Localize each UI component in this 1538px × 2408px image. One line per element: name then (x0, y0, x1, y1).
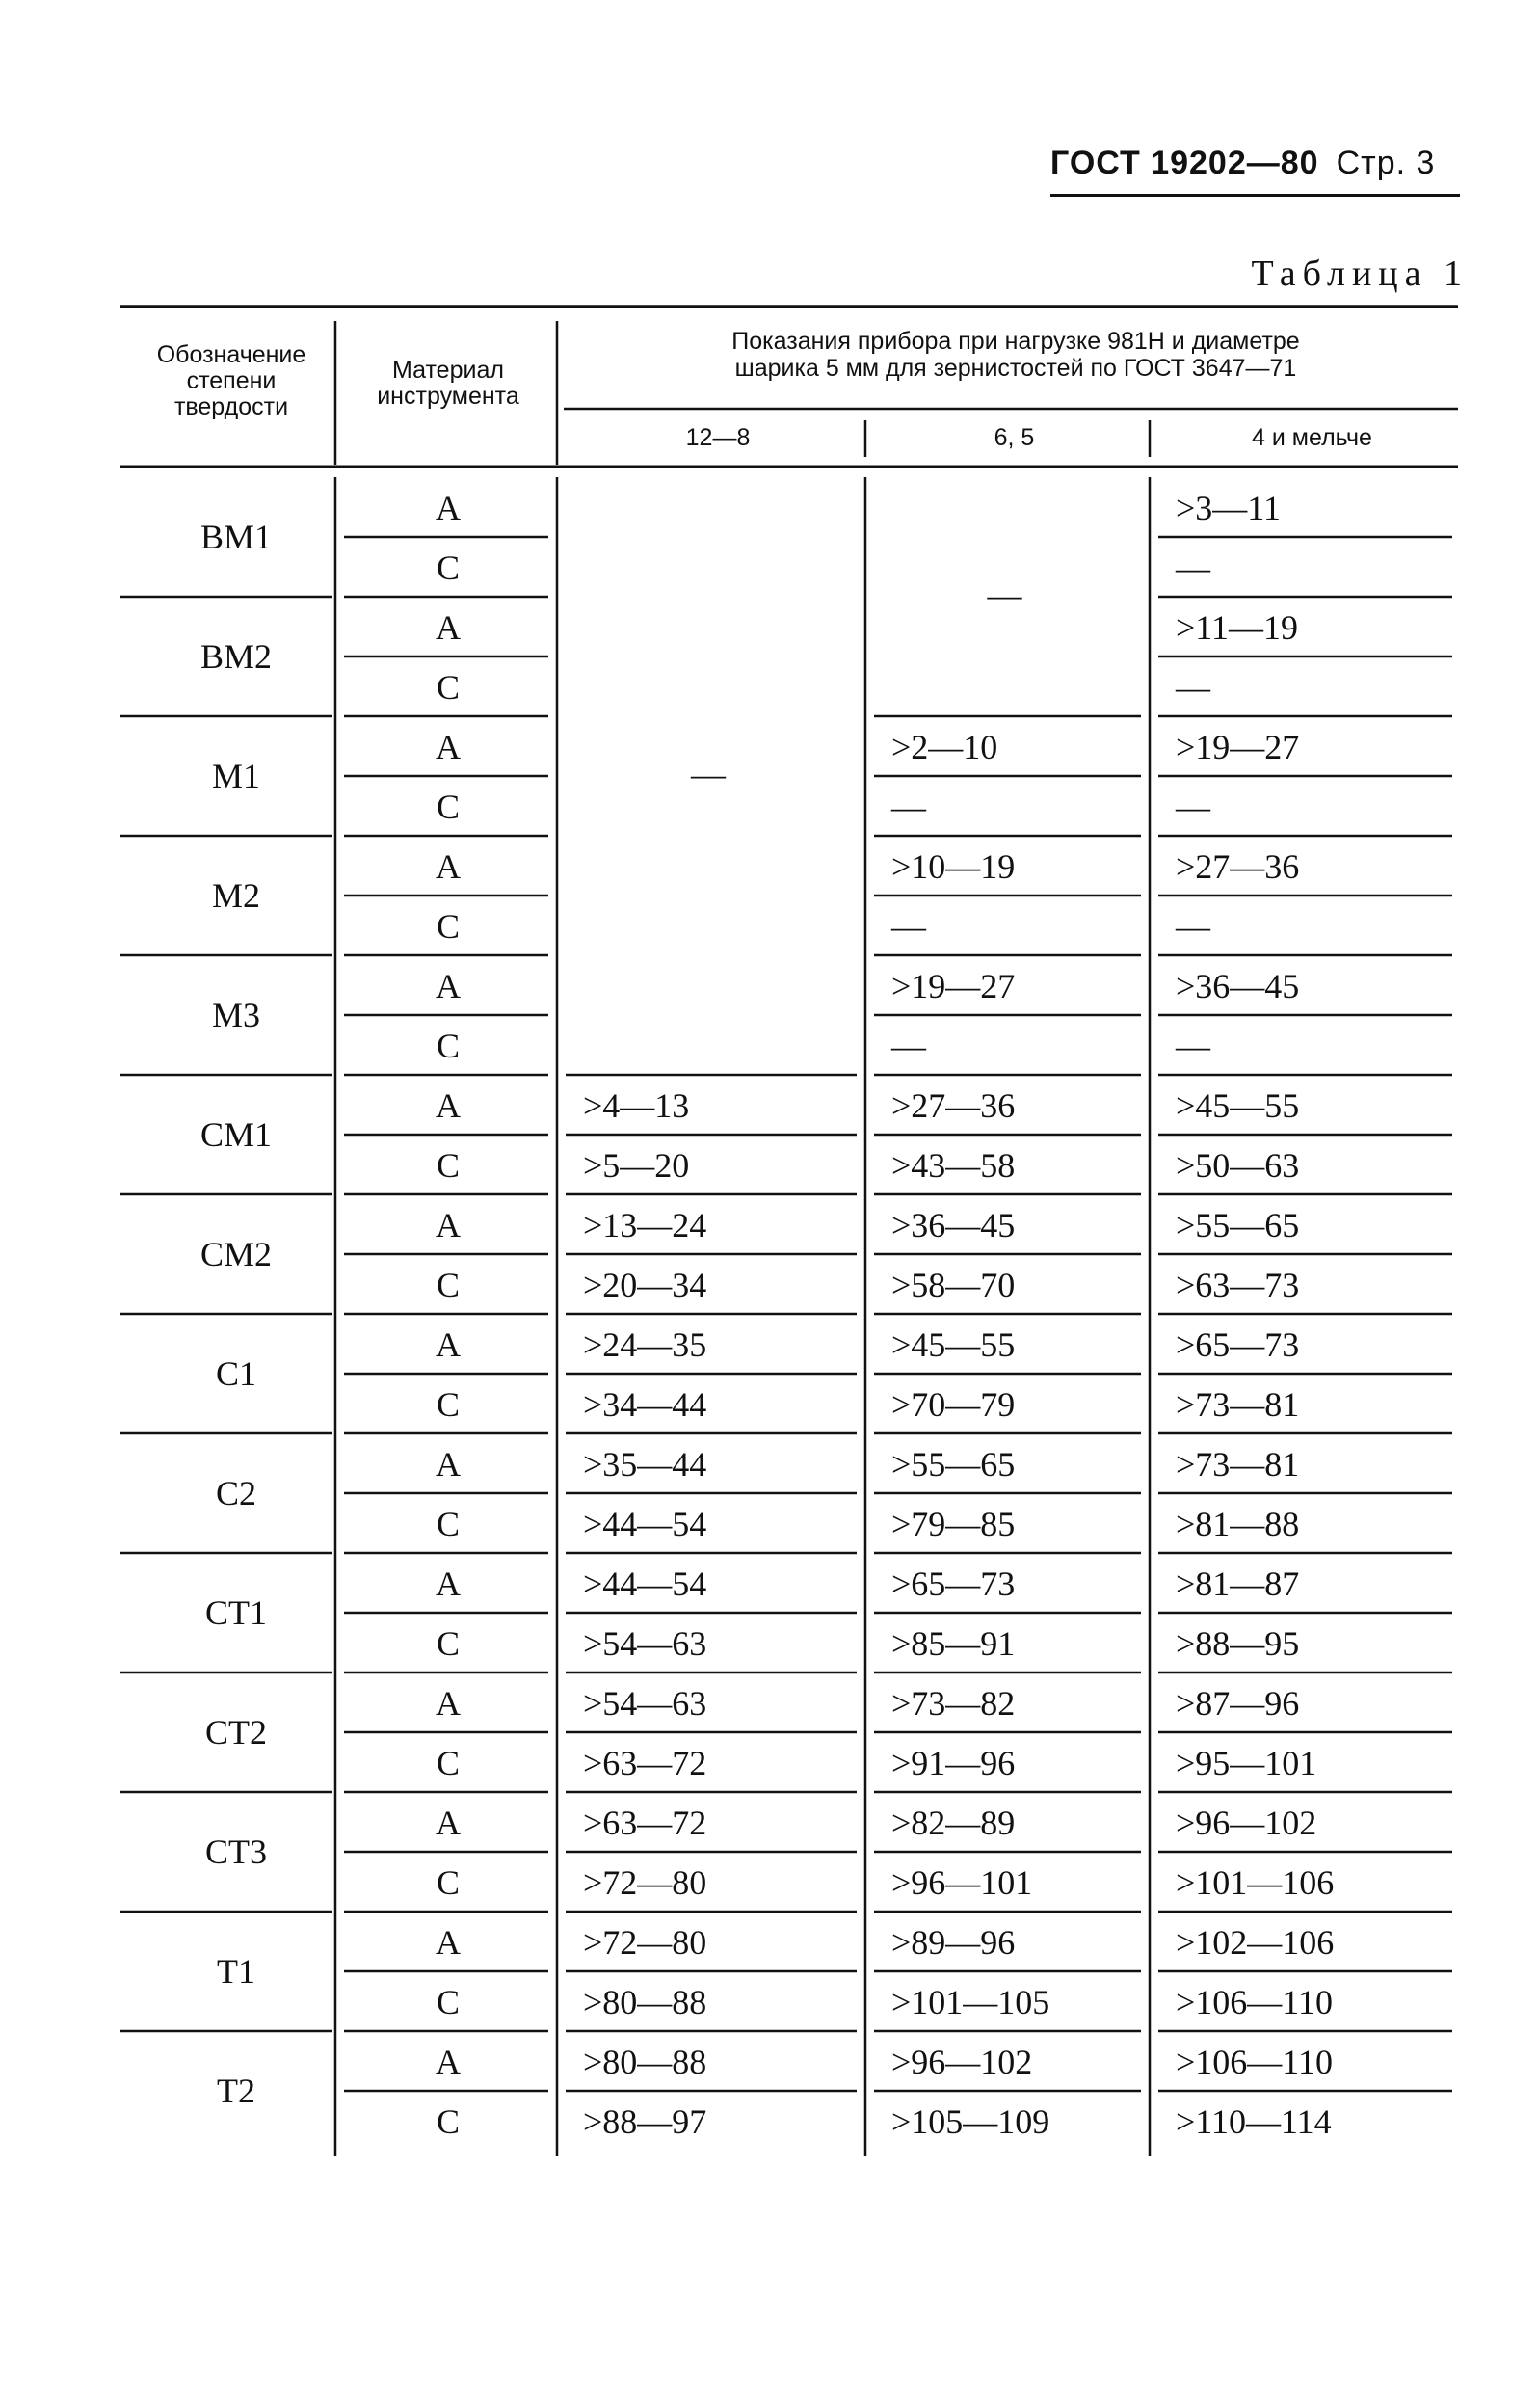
readings-header: шарика 5 мм для зернистостей по ГОСТ 3647—71 (734, 355, 1297, 382)
reading-a: >44—54 (583, 1565, 707, 1603)
material-c: С (436, 548, 461, 587)
reading-a: >81—87 (1176, 1565, 1300, 1603)
designation-header: Обозначение (156, 341, 306, 368)
reading-c: >110—114 (1176, 2102, 1332, 2141)
material-header: инструмента (377, 383, 519, 410)
material-c: С (436, 1624, 461, 1663)
reading-c: >73—81 (1176, 1385, 1300, 1424)
reading-c: >85—91 (891, 1624, 1016, 1663)
reading-a: >11—19 (1176, 608, 1298, 647)
reading-a: >24—35 (583, 1325, 707, 1364)
reading-c: — (1176, 1027, 1210, 1065)
reading-c: >106—110 (1176, 1983, 1333, 2021)
reading-c: — (891, 907, 926, 946)
material-a: А (436, 1206, 461, 1244)
reading-a: >35—44 (583, 1445, 707, 1484)
grade-label: СТ1 (204, 1593, 268, 1632)
material-a: А (436, 1684, 461, 1723)
material-a: А (436, 608, 461, 647)
material-c: С (436, 1744, 461, 1782)
reading-c: >79—85 (891, 1505, 1016, 1543)
page-number: Стр. 3 (1336, 145, 1436, 181)
reading-a: >82—89 (891, 1804, 1016, 1842)
reading-a: >89—96 (891, 1923, 1016, 1962)
material-c: С (436, 668, 461, 707)
material-a: А (436, 1923, 461, 1962)
reading-c: >105—109 (891, 2102, 1050, 2141)
reading-c: >5—20 (583, 1146, 690, 1185)
grade-label: СМ1 (199, 1115, 273, 1154)
grade-label: С2 (215, 1474, 257, 1512)
material-a: А (436, 489, 461, 527)
grade-label: ВМ1 (199, 518, 273, 556)
reading-c: >20—34 (583, 1266, 707, 1304)
designation-header: степени (186, 367, 277, 394)
doc-number: ГОСТ 19202—80 (1050, 145, 1319, 181)
reading-a: >27—36 (1176, 847, 1300, 886)
reading-a: >96—102 (1176, 1804, 1317, 1842)
grade-label: М3 (211, 996, 261, 1034)
material-a: А (436, 1325, 461, 1364)
material-c: С (436, 1027, 461, 1065)
reading-a: >87—96 (1176, 1684, 1300, 1723)
grit-header: 12—8 (685, 424, 751, 451)
reading-a: >102—106 (1176, 1923, 1335, 1962)
reading-a: >63—72 (583, 1804, 707, 1842)
grade-label: С1 (215, 1354, 257, 1393)
material-a: А (436, 1445, 461, 1484)
reading-c: >63—73 (1176, 1266, 1300, 1304)
reading-a: >10—19 (891, 847, 1016, 886)
material-a: А (436, 728, 461, 766)
merged-dash: — (691, 755, 726, 793)
designation-header: твердости (173, 393, 289, 420)
reading-a: >54—63 (583, 1684, 707, 1723)
reading-c: — (891, 788, 926, 826)
grade-label: СТ2 (204, 1713, 268, 1752)
reading-c: — (1176, 907, 1210, 946)
reading-c: >58—70 (891, 1266, 1016, 1304)
material-c: С (436, 2102, 461, 2141)
reading-a: >3—11 (1176, 489, 1281, 527)
grade-label: Т1 (217, 1952, 255, 1991)
page-header (1050, 145, 1465, 197)
grade-label: СТ3 (204, 1833, 268, 1871)
material-c: С (436, 1505, 461, 1543)
reading-a: >73—81 (1176, 1445, 1300, 1484)
grade-label: ВМ2 (199, 637, 273, 676)
material-c: С (436, 1863, 461, 1902)
reading-c: >43—58 (891, 1146, 1016, 1185)
grit-header: 6, 5 (994, 424, 1035, 451)
reading-a: >65—73 (1176, 1325, 1300, 1364)
reading-c: >88—97 (583, 2102, 707, 2141)
reading-c: >96—101 (891, 1863, 1033, 1902)
table-caption: Таблица 1 (1251, 254, 1469, 294)
reading-c: >50—63 (1176, 1146, 1300, 1185)
reading-a: >45—55 (1176, 1086, 1300, 1125)
reading-a: >45—55 (891, 1325, 1016, 1364)
reading-c: >80—88 (583, 1983, 707, 2021)
merged-dash: — (987, 575, 1022, 614)
reading-a: >13—24 (583, 1206, 707, 1244)
material-c: С (436, 1146, 461, 1185)
material-a: А (436, 967, 461, 1005)
reading-c: >88—95 (1176, 1624, 1300, 1663)
reading-a: >72—80 (583, 1923, 707, 1962)
reading-c: >81—88 (1176, 1505, 1300, 1543)
header-rule (1050, 194, 1460, 197)
reading-c: >91—96 (891, 1744, 1016, 1782)
material-a: А (436, 847, 461, 886)
reading-c: >54—63 (583, 1624, 707, 1663)
material-a: А (436, 2043, 461, 2081)
reading-a: >36—45 (891, 1206, 1016, 1244)
material-c: С (436, 1266, 461, 1304)
material-header: Материал (392, 357, 504, 384)
material-c: С (436, 1385, 461, 1424)
reading-c: — (1176, 548, 1210, 587)
reading-c: >101—106 (1176, 1863, 1335, 1902)
grade-label: СМ2 (199, 1235, 273, 1273)
reading-a: >96—102 (891, 2043, 1033, 2081)
grade-label: М2 (211, 876, 261, 915)
grade-label: Т2 (217, 2072, 255, 2110)
reading-a: >19—27 (891, 967, 1016, 1005)
reading-a: >55—65 (1176, 1206, 1300, 1244)
material-c: С (436, 788, 461, 826)
reading-c: >95—101 (1176, 1744, 1317, 1782)
reading-c: — (891, 1027, 926, 1065)
reading-a: >27—36 (891, 1086, 1016, 1125)
reading-c: >44—54 (583, 1505, 707, 1543)
material-c: С (436, 907, 461, 946)
reading-a: >4—13 (583, 1086, 690, 1125)
material-a: А (436, 1086, 461, 1125)
reading-c: >63—72 (583, 1744, 707, 1782)
reading-a: >106—110 (1176, 2043, 1333, 2081)
reading-a: >2—10 (891, 728, 998, 766)
reading-c: >72—80 (583, 1863, 707, 1902)
reading-a: >65—73 (891, 1565, 1016, 1603)
reading-a: >19—27 (1176, 728, 1300, 766)
material-a: А (436, 1565, 461, 1603)
reading-a: >55—65 (891, 1445, 1016, 1484)
grit-header: 4 и мельче (1252, 424, 1372, 451)
material-c: С (436, 1983, 461, 2021)
reading-c: >34—44 (583, 1385, 707, 1424)
grade-label: М1 (211, 757, 261, 795)
reading-a: >73—82 (891, 1684, 1016, 1723)
hardness-table (120, 301, 1458, 2229)
reading-c: >70—79 (891, 1385, 1016, 1424)
reading-a: >36—45 (1176, 967, 1300, 1005)
reading-c: >101—105 (891, 1983, 1050, 2021)
reading-a: >80—88 (583, 2043, 707, 2081)
material-a: А (436, 1804, 461, 1842)
reading-c: — (1176, 668, 1210, 707)
readings-header: Показания прибора при нагрузке 981Н и диаметре (731, 328, 1300, 355)
table-grid (120, 301, 1458, 2229)
reading-c: — (1176, 788, 1210, 826)
